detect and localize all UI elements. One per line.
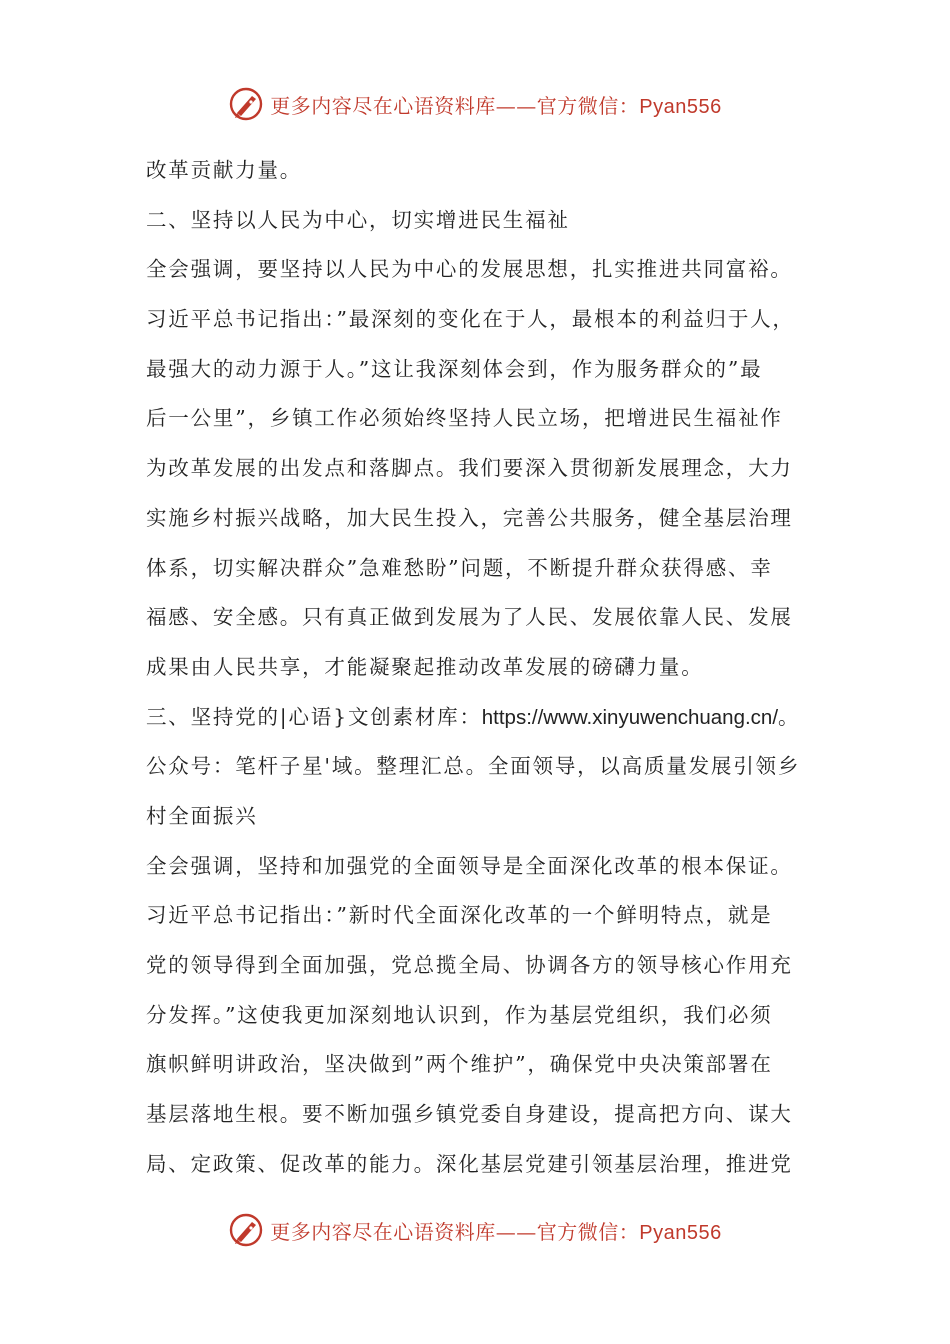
header-banner-wechat-label: 官方微信： [536,93,640,118]
text-line: 最强大的动力源于人。”这让我深刻体会到，作为服务群众的”最 [146,356,763,381]
section-heading-prefix: 三、坚持党的|心语}文创素材库： [146,704,482,729]
url-suffix: 。 [778,704,801,729]
text-line: 后一公里”，乡镇工作必须始终坚持人民立场，把增进民生福祉作 [146,406,783,431]
header-banner-title: 更多内容尽在心语资料库 [270,93,496,118]
text-line: 福感、安全感。只有真正做到发展为了人民、发展依靠人民、发展 [146,605,793,630]
text-line: 实施乡村振兴战略，加大民生投入，完善公共服务，健全基层治理 [146,505,793,530]
text-line: 习近平总书记指出：”新时代全面深化改革的一个鲜明特点，就是 [146,903,773,928]
text-line: 成果由人民共享，才能凝聚起推动改革发展的磅礴力量。 [146,654,704,679]
section-heading: 二、坚持以人民为中心，切实增进民生福祉 [146,207,570,232]
text-line: 局、定政策、促改革的能力。深化基层党建引领基层治理，推进党 [146,1151,793,1176]
document-body [146,146,806,1189]
pen-nib-logo-icon [228,1212,264,1248]
section-heading-with-link [146,693,806,743]
footer-banner-wechat-id: Pyan556 [639,1221,722,1244]
footer-banner [0,1210,950,1250]
pen-nib-logo-icon [228,86,264,122]
footer-banner-content [228,1212,721,1248]
footer-banner-text [270,1216,721,1245]
text-line: 旗帜鲜明讲政治，坚决做到”两个维护”，确保党中央决策部署在 [146,1052,773,1077]
source-url-link[interactable]: https://www.xinyuwenchuang.cn/ [481,705,779,729]
text-line: 全会强调，要坚持以人民为中心的发展思想，扎实推进共同富裕。 [146,257,793,282]
text-line: 党的领导得到全面加强，党总揽全局、协调各方的领导核心作用充 [146,953,793,977]
header-banner-separator: —— [495,93,537,118]
text-line: 改革贡献力量。 [146,158,303,182]
text-line: 公众号：笔杆子星'域。整理汇总。全面领导，以高质量发展引领乡 [146,754,801,779]
text-line: 村全面振兴 [146,803,258,828]
footer-banner-title: 更多内容尽在心语资料库 [270,1219,496,1244]
text-line: 体系，切实解决群众”急难愁盼”问题，不断提升群众获得感、幸 [146,555,773,580]
text-line: 习近平总书记指出：”最深刻的变化在于人，最根本的利益归于人， [146,307,795,332]
footer-banner-wechat-label: 官方微信： [536,1219,640,1244]
footer-banner-separator: —— [495,1219,537,1244]
text-line: 基层落地生根。要不断加强乡镇党委自身建设，提高把方向、谋大 [146,1102,793,1127]
header-banner [0,84,950,124]
text-line: 全会强调，坚持和加强党的全面领导是全面深化改革的根本保证。 [146,853,793,878]
text-line: 为改革发展的出发点和落脚点。我们要深入贯彻新发展理念，大力 [146,456,793,481]
header-banner-content [228,86,721,122]
header-banner-wechat-id: Pyan556 [639,95,722,118]
header-banner-text [270,90,721,119]
text-line: 分发挥。”这使我更加深刻地认识到，作为基层党组织，我们必须 [146,1002,773,1027]
